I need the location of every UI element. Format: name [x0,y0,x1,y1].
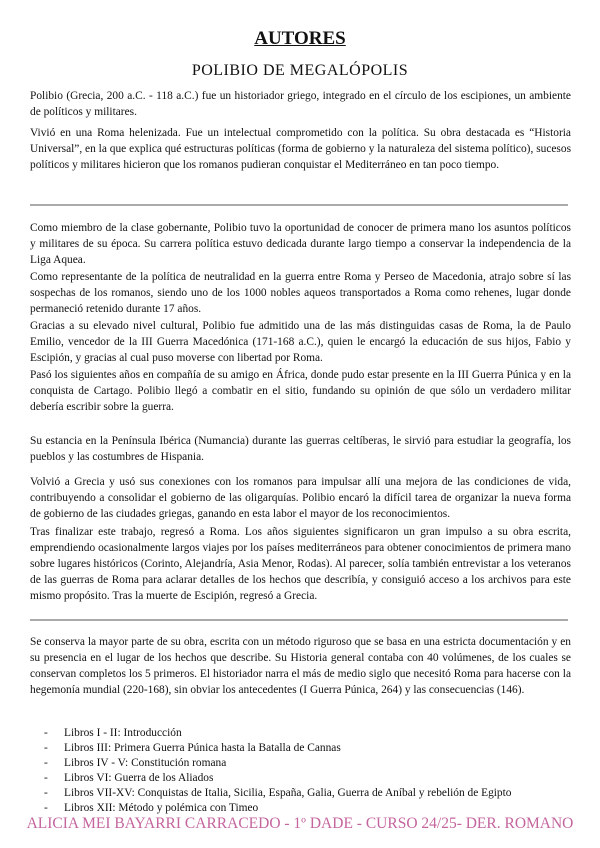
list-item: - Libros I - II: Introducción [44,727,182,739]
paragraph-obra: Se conserva la mayor parte de su obra, escrita con un método riguroso que se basa en una estricta documentación y en su presencia en el lugar de los hechos que describe. Su Historia general contaba con 40 volúmenes, de los cuales se conservan completos los 5 primeros. El historiador narra el más de medio siglo que necesitó Roma para hacerse con la hegemonía mundial (220-168), sin obviar los antecedentes (I Guerra Púnica, 264) y las consecuencias (146). [30,636,571,696]
bullet: - [44,772,48,784]
bullet: - [44,802,48,814]
bullet: - [44,742,48,754]
list-item: - Libros XII: Método y polémica con Timeo [44,802,259,814]
books-list [44,726,512,816]
paragraph-regreso-roma: Tras finalizar este trabajo, regresó a Roma. Los años siguientes significaron un gran impulso a su obra escrita, emprendiendo ocasionalmente largos viajes por los países mediterráneos para obtener conocimientos de primera mano sobre lugares históricos (Corinto, Alejandría, Asia Menor, Rodas). Al parecer, solía también entrevistar a los veteranos de las guerras de Roma para aclarar detalles de los hechos que describía, y consiguió acceso a los archivos para este mismo propósito. Tras la muerte de Escipión, regresó a Grecia. [30,526,571,602]
list-item: - Libros VII-XV: Conquistas de Italia, Sicilia, España, Galia, Guerra de Aníbal y rebelión de Egipto [44,787,512,799]
bullet: - [44,727,48,739]
paragraph-hispania: Su estancia en la Península Ibérica (Numancia) durante las guerras celtíberas, le sirvió para estudiar la geografía, los pueblos y las costumbres de Hispania. [30,435,571,463]
bullet: - [44,757,48,769]
list-item: - Libros IV - V: Constitución romana [44,757,227,769]
paragraph-paulo-emilio: Gracias a su elevado nivel cultural, Polibio fue admitido una de las más distinguidas casas de Roma, la de Paulo Emilio, vencedor de la III Guerra Macedónica (171-168 a.C.), quien le encargó la educación de sus hijos, Fabio y Escipión, y gracias al cual puso moverse con libertad por Roma. [30,320,571,364]
list-item: - Libros III: Primera Guerra Púnica hasta la Batalla de Cannas [44,742,341,754]
divider [30,619,568,621]
paragraph-neutralidad: Como representante de la política de neutralidad en la guerra entre Roma y Perseo de Macedonia, atrajo sobre sí las sospechas de los romanos, siendo uno de los 1000 nobles aqueos transportados a Roma como rehenes, lugar donde permaneció retenido durante 17 años. [30,271,571,315]
list-item: - Libros VI: Guerra de los Aliados [44,772,214,784]
page-title: AUTORES [254,28,346,49]
footer-author: ALICIA MEI BAYARRI CARRACEDO - 1º DADE - CURSO 24/25- DER. ROMANO [26,815,574,832]
page-subtitle: POLIBIO DE MEGALÓPOLIS [191,62,409,79]
paragraph-roma-helenizada: Vivió en una Roma helenizada. Fue un intelectual comprometido con la política. Su obra destacada es “Historia Universal”, en la que explica qué estructuras políticas (forma de gobierno y la naturaleza del sistema político), sucesos políticos y militares hicieron que los romanos pudieran conquistar el Mediterráneo en tan poco tiempo. [30,127,571,171]
paragraph-clase-gobernante: Como miembro de la clase gobernante, Polibio tuvo la oportunidad de conocer de primera mano los asuntos políticos y militares de su época. Su carrera política estuvo dedicada durante largo tiempo a conservar la independencia de la Liga Aquea. [30,222,571,266]
bullet: - [44,787,48,799]
paragraph-grecia: Volvió a Grecia y usó sus conexiones con los romanos para impulsar allí una mejora de las condiciones de vida, contribuyendo a consolidar el gobierno de las oligarquías. Polibio encaró la difícil tarea de organizar la nueva forma de gobierno de las ciudades griegas, ganando en esta labor el mayor de los reconocimientos. [30,476,571,520]
divider [30,204,568,206]
paragraph-intro: Polibio (Grecia, 200 a.C. - 118 a.C.) fue un historiador griego, integrado en el círculo de los escipiones, un ambiente de políticos y militares. [30,90,571,118]
paragraph-africa: Pasó los siguientes años en compañía de su amigo en África, donde pudo estar presente en la III Guerra Púnica y en la conquista de Cartago. Polibio llegó a combatir en el sitio, fundando su opinión de que sólo un verdadero militar debería escribir sobre la guerra. [30,369,571,413]
